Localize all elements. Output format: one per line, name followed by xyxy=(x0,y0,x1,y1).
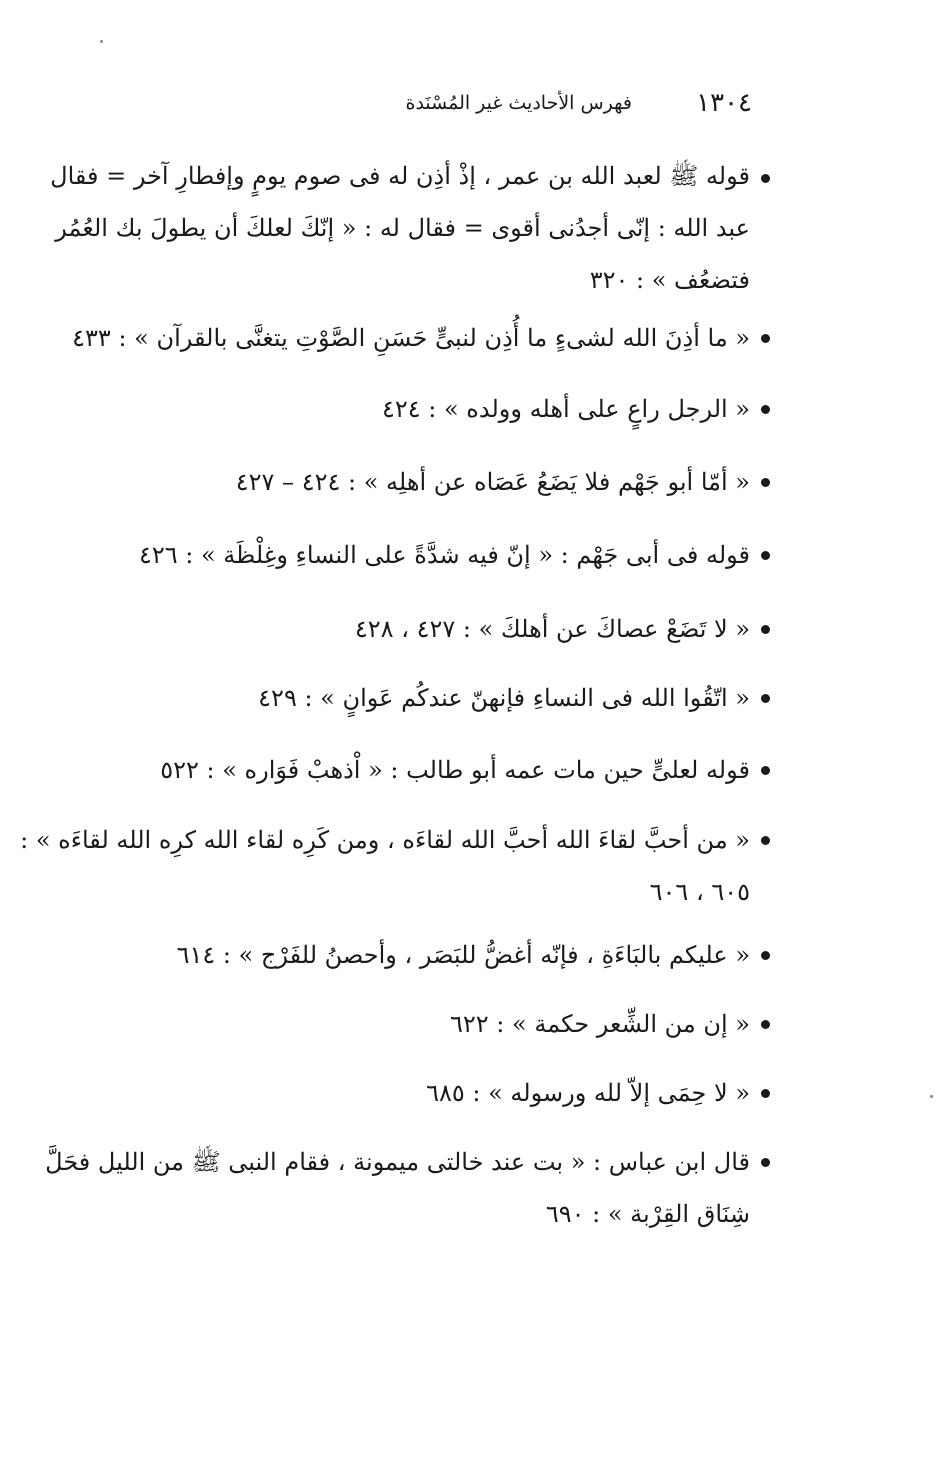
bullet-icon xyxy=(761,334,770,343)
entry-line: فتضعُف » : ٣٢٠ xyxy=(589,266,750,294)
entry-line: ٦٠٥ ، ٦٠٦ xyxy=(649,878,750,906)
scan-speck xyxy=(930,1095,933,1098)
entry-line: قوله فى أبى جَهْم : « إنّ فيه شدَّةً على النساءِ وغِلْظَة » : ٤٢٦ xyxy=(138,541,750,569)
bullet-icon xyxy=(761,174,770,183)
bullet-icon xyxy=(761,951,770,960)
entry-line: « ما أذِنَ الله لشىءٍ ما أُذِن لنبىٍّ حَسَنِ الصَّوْتِ يتغنَّى بالقرآن » : ٤٣٣ xyxy=(72,324,750,352)
entry-line: قوله ﷺ لعبد الله بن عمر ، إذْ أذِن له فى صوم يومٍ وإفطارِ آخر = فقال xyxy=(50,162,750,190)
index-entry xyxy=(72,312,750,364)
index-entry xyxy=(258,672,750,724)
index-entry xyxy=(330,383,750,435)
bullet-icon xyxy=(761,478,770,487)
index-entry xyxy=(350,603,750,655)
entry-line: « إن من الشِّعر حكمة » : ٦٢٢ xyxy=(450,1010,750,1038)
index-entry xyxy=(410,1067,750,1119)
entry-line: قوله لعلىٍّ حين مات عمه أبو طالب : « اْذهبْ فَوَاره » : ٥٢٢ xyxy=(160,756,750,784)
bullet-icon xyxy=(761,766,770,775)
index-entry xyxy=(176,929,750,981)
page-number: ١٣٠٤ xyxy=(696,88,752,118)
entry-line: شِنَاق القِرْبة » : ٦٩٠ xyxy=(545,1200,750,1228)
index-entry xyxy=(20,814,750,918)
entry-line: « لا حِمَى إلاّ لله ورسوله » : ٦٨٥ xyxy=(426,1079,750,1107)
entry-line: « أمّا أبو جَهْم فلا يَضَعُ عَصَاه عن أهلِه » : ٤٢٤ – ٤٢٧ xyxy=(235,468,750,496)
index-entry xyxy=(50,150,750,306)
bullet-icon xyxy=(761,1020,770,1029)
index-entry xyxy=(138,529,750,581)
entry-line: قال ابن عباس : « بت عند خالتى ميمونة ، فقام النبى ﷺ من الليل فحَلَّ xyxy=(45,1148,750,1176)
bullet-icon xyxy=(761,836,770,845)
bullet-icon xyxy=(761,625,770,634)
index-entry xyxy=(430,998,750,1050)
entry-line: « عليكم بالبَاءَةِ ، فإنّه أغضُّ للبَصَر ، وأحصنُ للفَرْج » : ٦١٤ xyxy=(176,941,750,969)
index-entry xyxy=(45,1136,750,1240)
bullet-icon xyxy=(761,694,770,703)
bullet-icon xyxy=(761,1158,770,1167)
index-entry xyxy=(230,456,750,508)
page-header xyxy=(360,86,760,126)
entry-line: « اتّقُوا الله فى النساءِ فإنهنّ عندكُم عَوانٍ » : ٤٢٩ xyxy=(258,684,750,712)
index-entry xyxy=(160,744,750,796)
scan-speck xyxy=(100,40,103,43)
bullet-icon xyxy=(761,405,770,414)
entry-line: « من أحبَّ لقاءَ الله أحبَّ الله لقاءَه ، ومن كَرِه لقاء الله كرِه الله لقاءَه » : xyxy=(20,826,750,854)
entry-line: « الرجل راعٍ على أهله وولده » : ٤٢٤ xyxy=(381,395,750,423)
bullet-icon xyxy=(761,551,770,560)
entry-line: عبد الله : إنّى أجدُنى أقوى = فقال له : « إنّكَ لعلكَ أن يطولَ بك العُمُر xyxy=(55,214,750,242)
entry-line: « لا تَضَعْ عصاكَ عن أهلكَ » : ٤٢٧ ، ٤٢٨ xyxy=(354,615,750,643)
bullet-icon xyxy=(761,1089,770,1098)
running-title: فهرس الأحاديث غير المُسْنَدة xyxy=(405,92,632,114)
